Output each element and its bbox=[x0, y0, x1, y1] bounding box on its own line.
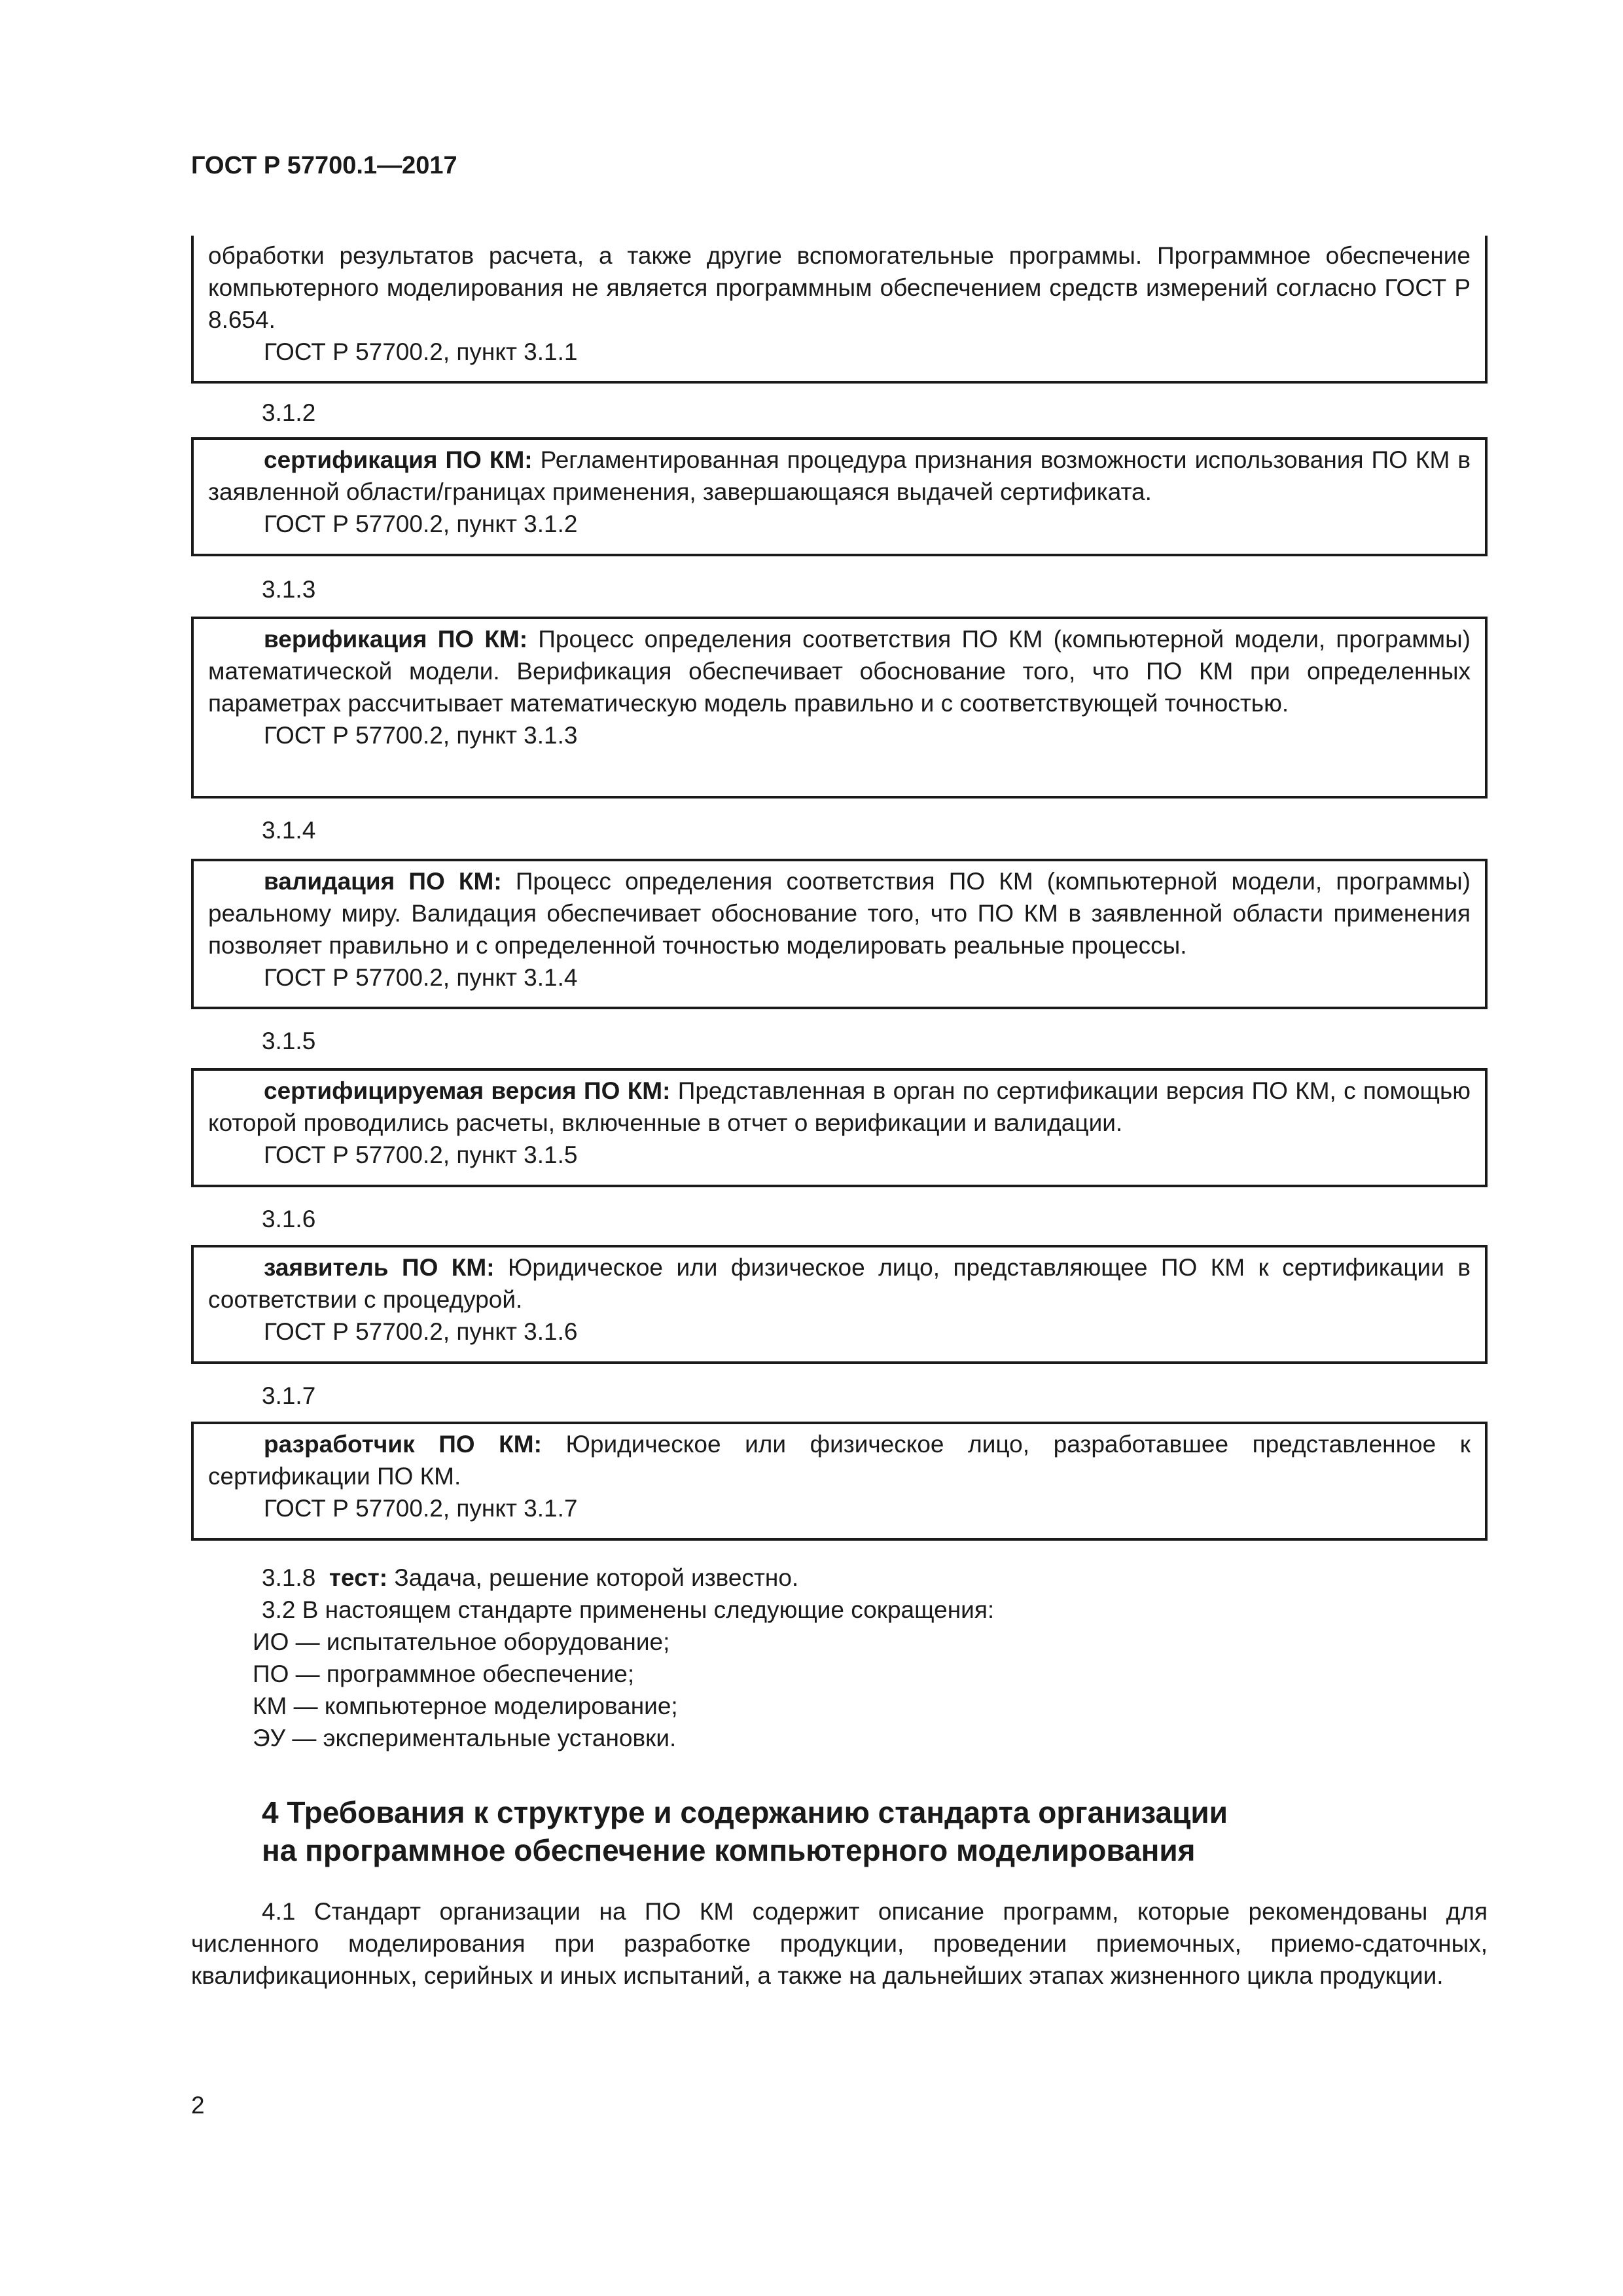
definition-source: ГОСТ Р 57700.2, пункт 3.1.7 bbox=[264, 1495, 578, 1522]
definition-box-3-1-5 bbox=[191, 1068, 1488, 1187]
definition-box-3-1-3 bbox=[191, 617, 1488, 798]
term-number: 3.1.7 bbox=[262, 1382, 316, 1409]
term-name: сертификация ПО КМ: bbox=[264, 446, 533, 473]
term-definition: Регламентированная процедура признания возможности использования ПО КМ в заявленной области/границах применения, завершающаяся выдачей сертификата. bbox=[208, 446, 1471, 505]
term-number: 3.1.5 bbox=[262, 1028, 316, 1054]
abbreviation-item: ЭУ — экспериментальные установки. bbox=[253, 1725, 677, 1751]
term-definition: Задача, решение которой известно. bbox=[387, 1564, 799, 1591]
abbreviation-item: КМ — компьютерное моделирование; bbox=[253, 1693, 678, 1719]
definition-source: ГОСТ Р 57700.2, пункт 3.1.4 bbox=[264, 964, 578, 991]
abbreviation-item: ПО — программное обеспечение; bbox=[253, 1660, 635, 1687]
term-definition: Процесс определения соответствия ПО КМ (компьютерной модели, программы) реальному миру. Валидация обеспечивает обоснование того, что ПО КМ в заявленной области применения позволяет правильно и с определенной точностью моделировать реальные процессы. bbox=[208, 868, 1471, 959]
section-4-title: 4 Требования к структуре и содержанию стандарта организации на программное обеспечение компьютерного моделирования bbox=[262, 1795, 1228, 1867]
term-name: заявитель ПО КМ: bbox=[264, 1254, 495, 1281]
term-name: сертифицируемая версия ПО КМ: bbox=[264, 1077, 671, 1104]
definition-box-3-1-7 bbox=[191, 1422, 1488, 1541]
definition-box-3-1-4 bbox=[191, 859, 1488, 1009]
definition-text: обработки результатов расчета, а также другие вспомогательные программы. Программное обеспечение компьютерного моделирования не является программным обеспечением средств измерений согласно ГОСТ Р 8.654. bbox=[208, 242, 1471, 333]
term-definition: Юридическое или физическое лицо, представляющее ПО КМ к сертификации в соответствии с процедурой. bbox=[208, 1254, 1471, 1313]
term-name: тест: bbox=[329, 1564, 388, 1591]
definition-source: ГОСТ Р 57700.2, пункт 3.1.1 bbox=[264, 338, 578, 365]
definition-box-3-1-6 bbox=[191, 1245, 1488, 1364]
definition-source: ГОСТ Р 57700.2, пункт 3.1.6 bbox=[264, 1318, 578, 1345]
document-header: ГОСТ Р 57700.1—2017 bbox=[191, 152, 457, 179]
page-number: 2 bbox=[191, 2092, 205, 2119]
term-definition: Представленная в орган по сертификации версия ПО КМ, с помощью которой проводились расчеты, включенные в отчет о верификации и валидации. bbox=[208, 1077, 1471, 1136]
term-number: 3.1.3 bbox=[262, 576, 316, 603]
abbreviations-block bbox=[253, 1562, 995, 1754]
abbreviation-item: ИО — испытательное оборудование; bbox=[253, 1628, 670, 1655]
term-number: 3.1.4 bbox=[262, 817, 316, 844]
term-number: 3.1.6 bbox=[262, 1206, 316, 1232]
term-name: валидация ПО КМ: bbox=[264, 868, 502, 895]
definition-box-3-1-1 bbox=[191, 236, 1488, 384]
term-name: разработчик ПО КМ: bbox=[264, 1431, 542, 1458]
definition-source: ГОСТ Р 57700.2, пункт 3.1.2 bbox=[264, 511, 578, 537]
definition-source: ГОСТ Р 57700.2, пункт 3.1.5 bbox=[264, 1141, 578, 1168]
abbreviations-intro: 3.2 В настоящем стандарте применены следующие сокращения: bbox=[262, 1596, 995, 1623]
term-name: верификация ПО КМ: bbox=[264, 626, 528, 653]
term-3-1-8: 3.1.8 тест: Задача, решение которой известно. bbox=[262, 1564, 799, 1591]
term-number: 3.1.2 bbox=[262, 399, 316, 426]
term-definition: Процесс определения соответствия ПО КМ (компьютерной модели, программы) математической модели. Верификация обеспечивает обоснование того, что ПО КМ при определенных параметрах рассчитывает математическую модель правильно и с соответствующей точностью. bbox=[208, 626, 1471, 717]
definition-box-3-1-2 bbox=[191, 437, 1488, 556]
term-definition: Юридическое или физическое лицо, разработавшее представленное к сертификации ПО КМ. bbox=[208, 1431, 1471, 1490]
definition-source: ГОСТ Р 57700.2, пункт 3.1.3 bbox=[264, 722, 578, 749]
paragraph-4-1: 4.1 Стандарт организации на ПО КМ содержит описание программ, которые рекомендованы для численного моделирования при разработке продукции, проведении приемочных, приемо-сдаточных, квалификационных, серийных и иных испытаний, а также на дальнейших этапах жизненного цикла продукции. bbox=[191, 1898, 1488, 1989]
